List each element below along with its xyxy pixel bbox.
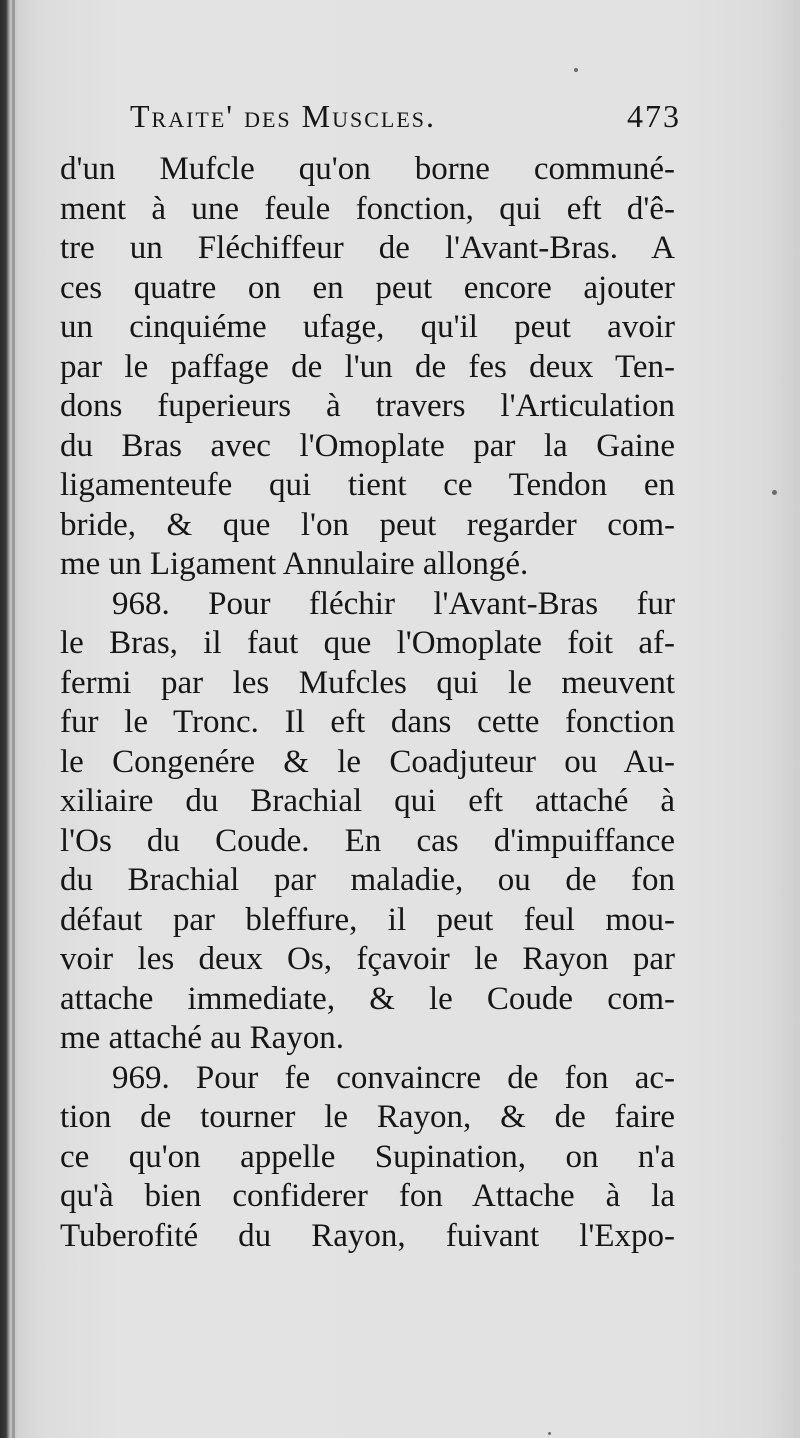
text-line: bride, & que l'on peut regarder com- (60, 506, 675, 543)
paragraph-968-start: 968. Pour fléchir l'Avant-Bras fur (112, 585, 675, 622)
ink-speck (574, 68, 578, 72)
text-line: fur le Tronc. Il eft dans cette fonction (60, 704, 675, 740)
ink-speck (772, 490, 777, 495)
text-line: me un Ligament Annulaire allongé. (60, 546, 529, 582)
text-line: l'Os du Coude. En cas d'impuiffance (60, 822, 675, 859)
text-line: tre un Fléchiffeur de l'Avant-Bras. A (60, 230, 675, 266)
page-number: 473 (627, 98, 681, 134)
text-line: dons fuperieurs à travers l'Articulation (60, 388, 675, 424)
text-line: ligamenteufe qui tient ce Tendon en (60, 467, 675, 503)
text-line: un cinquiéme ufage, qu'il peut avoir (60, 309, 675, 345)
text-line: Tuberofité du Rayon, fuivant l'Expo- (60, 1217, 675, 1254)
text-line: du Bras avec l'Omoplate par la Gaine (60, 427, 675, 464)
text-line: du Brachial par maladie, ou de fon (60, 862, 675, 898)
text-line: ce qu'on appelle Supination, on n'a (60, 1138, 675, 1175)
text-line: ces quatre on en peut encore ajouter (60, 269, 675, 306)
binding-gutter (12, 0, 15, 1438)
text-line: par le paffage de l'un de fes deux Ten- (60, 348, 675, 385)
text-line: tion de tourner le Rayon, & de faire (60, 1099, 675, 1135)
text-line: me attaché au Rayon. (60, 1020, 345, 1056)
ink-speck (548, 1432, 551, 1435)
paragraph-969-start: 969. Pour fe convaincre de fon ac- (112, 1059, 675, 1096)
book-page (60, 92, 681, 1256)
text-line: défaut par bleffure, il peut feul mou- (60, 901, 675, 938)
text-line: le Congenére & le Coadjuteur ou Au- (60, 743, 675, 780)
running-title: Traite' des Muscles. (130, 98, 437, 134)
text-line: qu'à bien confiderer fon Attache à la (60, 1178, 675, 1214)
text-line: attache immediate, & le Coude com- (60, 980, 675, 1017)
text-line: ment à une feule fonction, qui eft d'ê- (60, 190, 675, 227)
text-line: xiliaire du Brachial qui eft attaché à (60, 783, 675, 819)
text-line: le Bras, il faut que l'Omoplate foit af- (60, 625, 675, 661)
text-line: d'un Mufcle qu'on borne communé- (60, 151, 675, 187)
text-line: fermi par les Mufcles qui le meuvent (60, 664, 675, 701)
body-text (60, 150, 675, 1256)
text-line: voir les deux Os, fçavoir le Rayon par (60, 941, 675, 977)
running-header (60, 92, 681, 150)
